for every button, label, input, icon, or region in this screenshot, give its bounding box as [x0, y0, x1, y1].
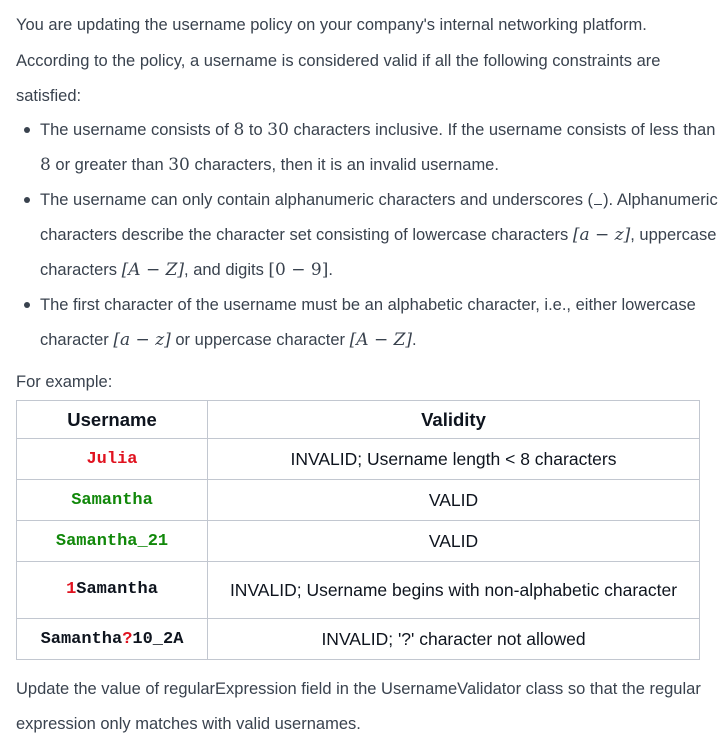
- math-value: 8: [40, 155, 51, 175]
- username-cell: [17, 619, 208, 660]
- validity-cell: INVALID; Username begins with non-alphabetic character: [208, 562, 700, 619]
- outro-paragraph: Update the value of regularExpression field in the UsernameValidator class so that the regular expression only matches with valid usernames.: [16, 680, 701, 733]
- username-part: Samantha: [40, 629, 123, 649]
- username-cell: [17, 439, 208, 480]
- rule-text: characters inclusive. If the username consists of less than: [288, 121, 716, 139]
- list-item: [40, 183, 718, 288]
- username-part: ?: [122, 629, 133, 649]
- example-label: For example:: [16, 373, 113, 391]
- intro-paragraph: You are updating the username policy on your company's internal networking platform. According to the policy, a username is considered valid if all the following constraints are satisfied:: [16, 16, 661, 105]
- table-header-row: [17, 401, 700, 439]
- math-range: [a − z]: [572, 225, 631, 245]
- rule-text: ). Alphanumeric characters describe the character set consisting of lowercase characters: [40, 191, 718, 244]
- math-value: 30: [267, 120, 289, 140]
- table-row: [17, 562, 700, 619]
- underscore-symbol: [594, 192, 602, 205]
- validity-cell: VALID: [208, 480, 700, 521]
- rule-text: or greater than: [50, 156, 169, 174]
- rule-text: to: [244, 121, 268, 139]
- math-range: [0 − 9]: [268, 260, 329, 280]
- constraints-list: [16, 113, 718, 358]
- rule-text: The username can only contain alphanumeric characters and underscores (: [40, 191, 594, 209]
- rule-text: The username consists of: [40, 121, 234, 139]
- username-cell: [17, 562, 208, 619]
- table-row: [17, 521, 700, 562]
- table-row: [17, 439, 700, 480]
- username-part: Samantha: [71, 490, 153, 510]
- validity-cell: VALID: [208, 521, 700, 562]
- math-range: [a − z]: [113, 330, 171, 350]
- rule-text: , uppercase characters: [40, 226, 717, 279]
- list-item: [40, 288, 718, 358]
- username-part: Samantha_21: [55, 531, 169, 551]
- math-value: 30: [168, 155, 190, 175]
- table-row: [17, 619, 700, 660]
- username-part: Samantha: [76, 580, 158, 599]
- validity-cell: INVALID; Username length < 8 characters: [208, 439, 700, 480]
- list-item: [40, 113, 718, 183]
- math-range: [A − Z]: [349, 330, 413, 350]
- math-range: [A − Z]: [121, 260, 185, 280]
- username-cell: [17, 521, 208, 562]
- table-row: [17, 480, 700, 521]
- rule-text: characters, then it is an invalid username.: [189, 156, 499, 174]
- column-header-validity: Validity: [208, 401, 700, 439]
- validity-cell: INVALID; '?' character not allowed: [208, 619, 700, 660]
- rule-text: , and digits: [184, 261, 269, 279]
- username-cell: [17, 480, 208, 521]
- column-header-username: Username: [17, 401, 208, 439]
- math-value: 8: [233, 120, 245, 140]
- rule-text: or uppercase character: [170, 331, 350, 349]
- rule-text: .: [412, 331, 417, 349]
- rule-text: The first character of the username must be an alphabetic character, i.e., either lowercase character: [40, 296, 696, 349]
- username-part: Julia: [86, 449, 138, 469]
- rule-text: .: [328, 261, 333, 279]
- username-part: 10_2A: [132, 629, 184, 649]
- username-part: 1: [66, 580, 77, 599]
- examples-table: [16, 400, 700, 660]
